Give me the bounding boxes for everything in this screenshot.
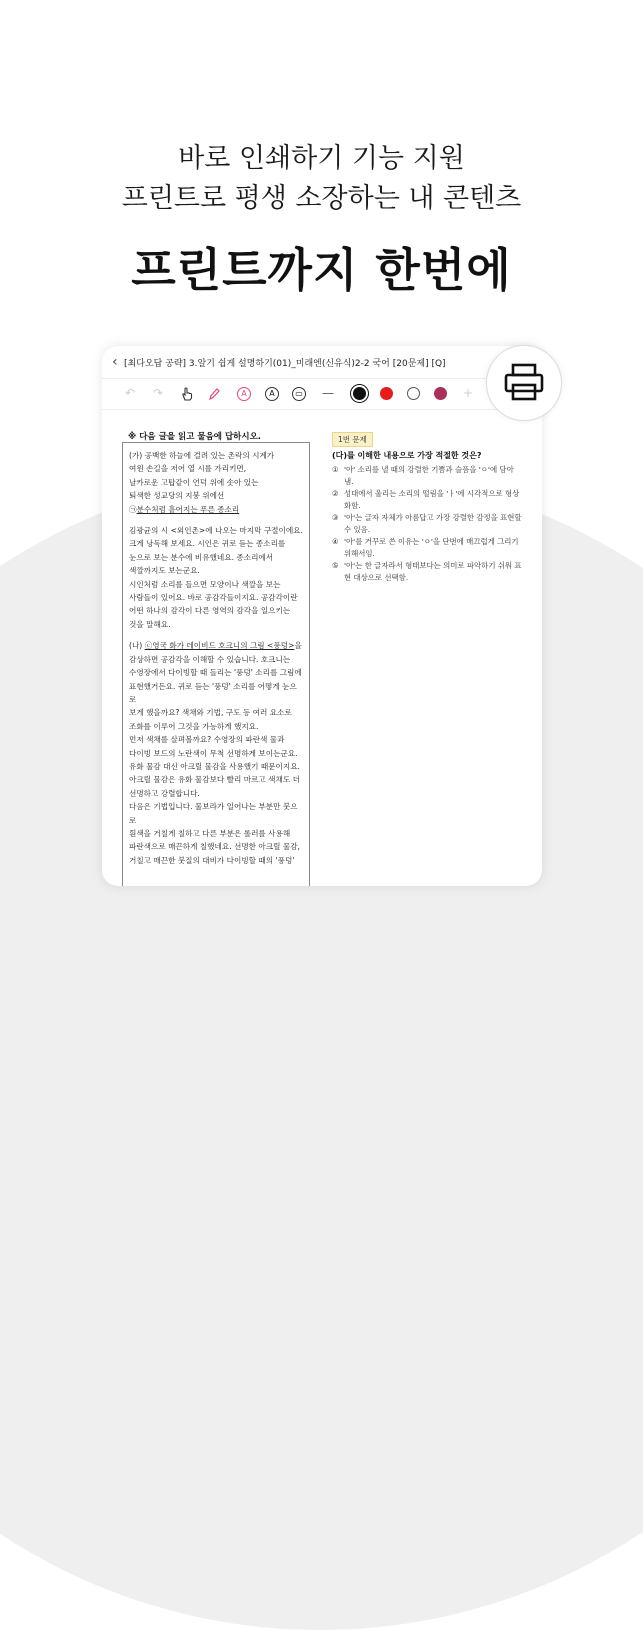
poem-line-underlined: ㉠분수처럼 흩어지는 푸른 종소리: [129, 504, 240, 514]
answer-choice-1[interactable]: ① '아' 소리를 낼 때의 강렬한 기쁨과 슬픔을 'ㅇ'에 담아냄.: [332, 465, 514, 486]
para-line: 먼저 색채를 살펴볼까요? 수영장의 파란색 물과: [129, 735, 285, 745]
para-line: 표현했거든요. 귀로 듣는 '풍덩' 소리를 어떻게 눈으로: [129, 681, 297, 704]
para-line: 크게 낭독해 보세요. 시인은 귀로 듣는 종소리를: [129, 539, 286, 549]
text-a-icon[interactable]: A: [265, 387, 279, 401]
answer-choice-2[interactable]: ② 성대에서 울리는 소리의 떨림을 'ㅏ'에 시각적으로 형상화함.: [332, 489, 520, 510]
question-text: (다)를 이해한 내용으로 가장 적절한 것은?: [332, 451, 482, 460]
para-line: 파란색으로 매끈하게 칠했네요. 선명한 아크릴 물감,: [129, 842, 300, 852]
question-number-badge: 1번 문제: [332, 432, 373, 447]
promo-subtitle-2: 프린트로 평생 소장하는 내 콘텐츠: [121, 183, 522, 214]
answer-choices: [332, 464, 522, 584]
eraser-icon[interactable]: ▭: [292, 387, 306, 401]
color-black-swatch[interactable]: [353, 387, 366, 400]
redo-icon[interactable]: ↷: [152, 386, 164, 400]
thickness-minus-icon[interactable]: —: [322, 386, 334, 400]
undo-icon[interactable]: ↶: [124, 386, 136, 400]
answer-choice-4[interactable]: ④ '아'를 거꾸로 쓴 이유는 'ㅇ'을 단번에 매끄럽게 그리기 위해서임.: [332, 537, 519, 558]
back-chevron-icon[interactable]: ‹: [112, 354, 118, 370]
para-line: 선명하고 강렬합니다.: [129, 788, 200, 798]
para-line: 거칠고 매끈한 붓질의 대비가 다이빙할 때의 '풍덩': [129, 855, 295, 865]
para-line: 색깔까지도 보는군요.: [129, 566, 200, 576]
para-line: 것을 말해요.: [129, 619, 171, 629]
promo-title: 프린트까지 한번에: [131, 243, 512, 297]
highlighter-a-icon[interactable]: A: [237, 387, 251, 401]
para-line: 시인처럼 소리를 들으면 모양이나 색깔을 보는: [129, 579, 281, 589]
answer-choice-3[interactable]: ③ '아'는 글자 자체가 아름답고 가장 강렬한 감정을 표현할 수 있음.: [332, 513, 522, 534]
para-line: 사람들이 있어요. 바로 공감각들이지요. 공감각이란: [129, 593, 298, 603]
para-line: 수영장에서 다이빙할 때 들리는 '풍덩' 소리를 그림에: [129, 668, 302, 678]
document-title: [최다오답 공략] 3.알기 쉽게 설명하기(01)_미래엔(신유식)2-2 국어 [20문제] [Q]: [124, 359, 446, 369]
top-bar: [102, 346, 542, 378]
para-line: 유화 물감 대신 아크릴 물감을 사용했기 때문이지요.: [129, 761, 300, 771]
print-button[interactable]: [486, 345, 562, 421]
hand-pointer-icon[interactable]: [179, 386, 195, 402]
para-line: 보게 했을까요? 색채와 기법, 구도 등 여러 요소로: [129, 708, 292, 718]
para-line: 어떤 하나의 감각이 다른 영역의 감각을 일으키는: [129, 606, 291, 616]
poem-line: (가) 공백한 하늘에 걸려 있는 촌락의 시계가: [129, 451, 275, 460]
para-line: (나) ⓒ영국 화가 데이비드 호크니의 그림 <풍덩>을: [129, 641, 302, 651]
para-line: 흰색을 거칠게 칠하고 다른 부분은 롤러를 사용해: [129, 828, 291, 838]
para-line: 다음은 기법입니다. 물보라가 일어나는 부분만 붓으로: [129, 802, 298, 825]
color-red-swatch[interactable]: [380, 387, 393, 400]
passage-box: [122, 442, 310, 886]
annotation-toolbar: [102, 378, 542, 410]
para-line: 다이빙 보드의 노란색이 무척 선명하게 보이는군요.: [129, 748, 298, 758]
para-line: 감상하면 공감각을 이해할 수 있습니다. 호크니는: [129, 654, 291, 664]
poem-line: 여윈 손길을 저어 열 시를 가리키면,: [129, 464, 247, 474]
poem-line: 날카로운 고탑같이 언덕 위에 솟아 있는: [129, 477, 259, 487]
para-line: 눈으로 보는 분수에 비유했네요. 종소리에서: [129, 552, 274, 562]
para-line: 아크릴 물감은 유화 물감보다 빨리 마르고 색채도 더: [129, 775, 300, 785]
color-plum-swatch[interactable]: [434, 387, 447, 400]
answer-choice-5[interactable]: ⑤ '아'는 한 글자라서 형태보다는 의미로 파악하기 쉬워 표현 대상으로 선택함.: [332, 561, 522, 582]
app-window: [102, 346, 542, 886]
add-color-icon[interactable]: +: [462, 386, 474, 400]
para-line: 조화를 이루어 그것을 가능하게 했지요.: [129, 721, 259, 731]
pen-icon[interactable]: [207, 386, 221, 402]
color-white-swatch[interactable]: [407, 387, 420, 400]
printer-icon: [504, 363, 544, 401]
promo-subtitle-1: 바로 인쇄하기 기능 지원: [178, 143, 465, 174]
passage-header: ※ 다음 글을 읽고 물음에 답하시오.: [128, 432, 262, 442]
poem-line: 퇴색한 성교당의 지붕 위에선: [129, 491, 225, 501]
para-line: 김광균의 시 <외인촌>에 나오는 마지막 구절이에요.: [129, 526, 303, 536]
